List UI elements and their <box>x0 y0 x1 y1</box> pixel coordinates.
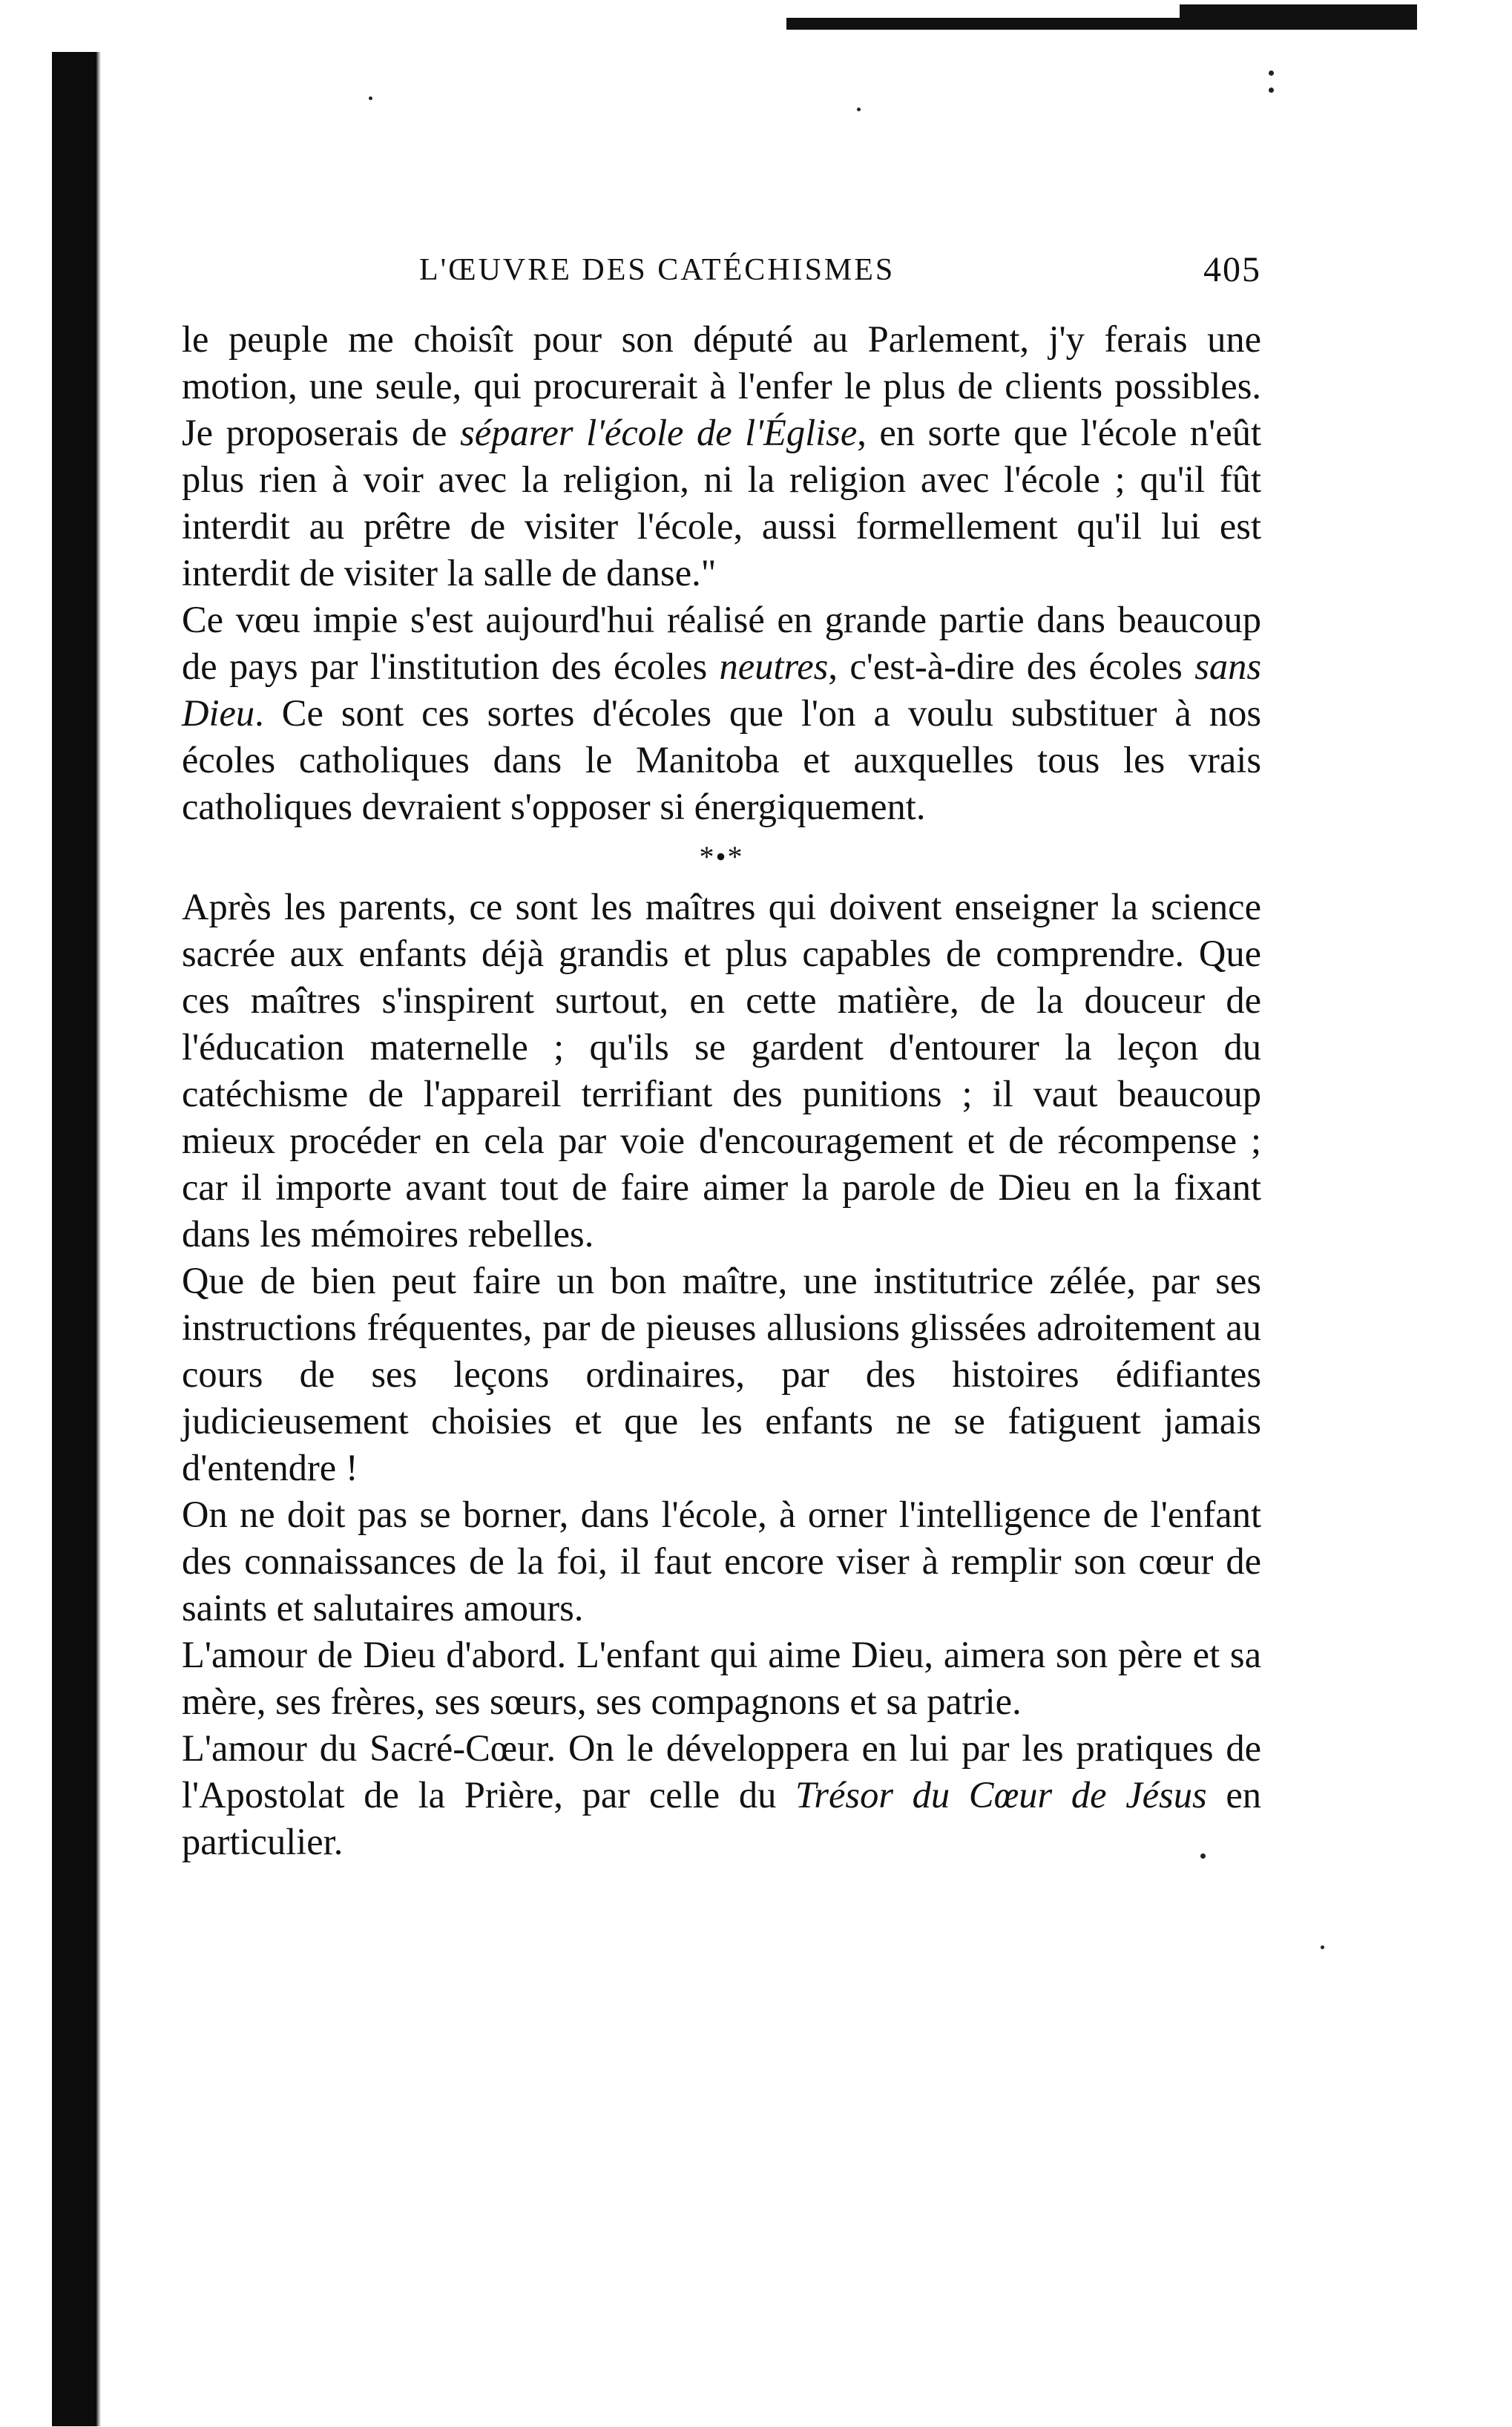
paragraph <box>182 1258 1261 1491</box>
text-run: le peuple me choisît pour son député au Parlement, j'y ferais une motion, une seule, qui procurerait à l'enfer le plus de clients possibles. Je proposerais de <box>182 318 1261 453</box>
text-run: On ne doit pas se borner, dans l'école, à orner l'intelligence de l'enfant des connaissances de la foi, il faut encore viser à remplir son cœur de saints et salutaires amours. <box>182 1494 1261 1629</box>
asterism-separator: *•* <box>699 840 744 873</box>
text-run: Ce vœu impie s'est aujourd'hui réalisé en grande partie dans beaucoup de pays par l'institution des écoles <box>182 599 1261 687</box>
paragraph <box>182 1632 1261 1725</box>
scan-top-rule <box>786 4 1417 30</box>
paragraph <box>182 597 1261 830</box>
running-title: L'ŒUVRE DES CATÉCHISMES <box>419 253 895 287</box>
page-number: 405 <box>1203 250 1261 289</box>
scan-edge-left <box>52 52 96 2426</box>
italic-text: séparer l'école de l'Église <box>460 412 858 453</box>
text-run: en particulier. <box>182 1774 1261 1862</box>
book-page <box>182 245 1261 1865</box>
text-run: Après les parents, ce sont les maîtres qui doivent enseigner la science sacrée aux enfants déjà grandis et plus capables de comprendre. Que ces maîtres s'inspirent surtout, en cette matière, de la douceur de l'éducation maternelle ; qu'ils se gardent d'entourer la leçon du catéchisme de l'appareil terrifiant des punitions ; il vaut beaucoup mieux procéder en cela par voie d'encouragement et de récompense ; car il importe avant tout de faire aimer la parole de Dieu en la fixant dans les mémoires rebelles. <box>182 886 1261 1255</box>
text-run: . Ce sont ces sortes d'écoles que l'on a voulu substituer à nos écoles catholiques dans le Manitoba et auxquelles tous les vrais catholiques devraient s'opposer si énergiquement. <box>182 692 1261 827</box>
text-run: L'amour de Dieu d'abord. L'enfant qui aime Dieu, aimera son père et sa mère, ses frères, ses sœurs, ses compagnons et sa patrie. <box>182 1634 1261 1722</box>
body-text <box>182 316 1261 1865</box>
paragraph <box>182 1491 1261 1632</box>
paragraph <box>182 1725 1261 1865</box>
scan-speck <box>857 108 861 111</box>
scan-speck <box>369 96 372 100</box>
text-run: , en sorte que l'école n'eût plus rien à voir avec la religion, ni la religion avec l'école ; qu'il fût interdit au prêtre de visiter l'école, aussi formellement qu'il lui est interdit de visiter la salle de danse." <box>182 412 1261 594</box>
italic-text: neutres <box>719 646 829 687</box>
text-run: , c'est-à-dire des écoles <box>828 646 1195 687</box>
italic-text: sans Dieu <box>182 646 1261 734</box>
italic-text: Trésor du Cœur de Jésus <box>795 1774 1207 1816</box>
paragraph <box>182 316 1261 597</box>
text-run: Que de bien peut faire un bon maître, une institutrice zélée, par ses instructions fréquentes, par de pieuses allusions glissées adroitement au cours de ses leçons ordinaires, par des histoires édifiantes judicieusement choisies et que les enfants ne se fatiguent jamais d'entendre ! <box>182 1260 1261 1488</box>
paragraph <box>182 884 1261 1258</box>
scan-speck <box>1269 70 1274 76</box>
scan-speck <box>1269 88 1274 93</box>
running-head <box>182 245 1261 304</box>
scan-speck <box>1321 1945 1324 1949</box>
text-run: L'amour du Sacré-Cœur. On le développera en lui par les pratiques de l'Apostolat de la Prière, par celle du <box>182 1727 1261 1816</box>
